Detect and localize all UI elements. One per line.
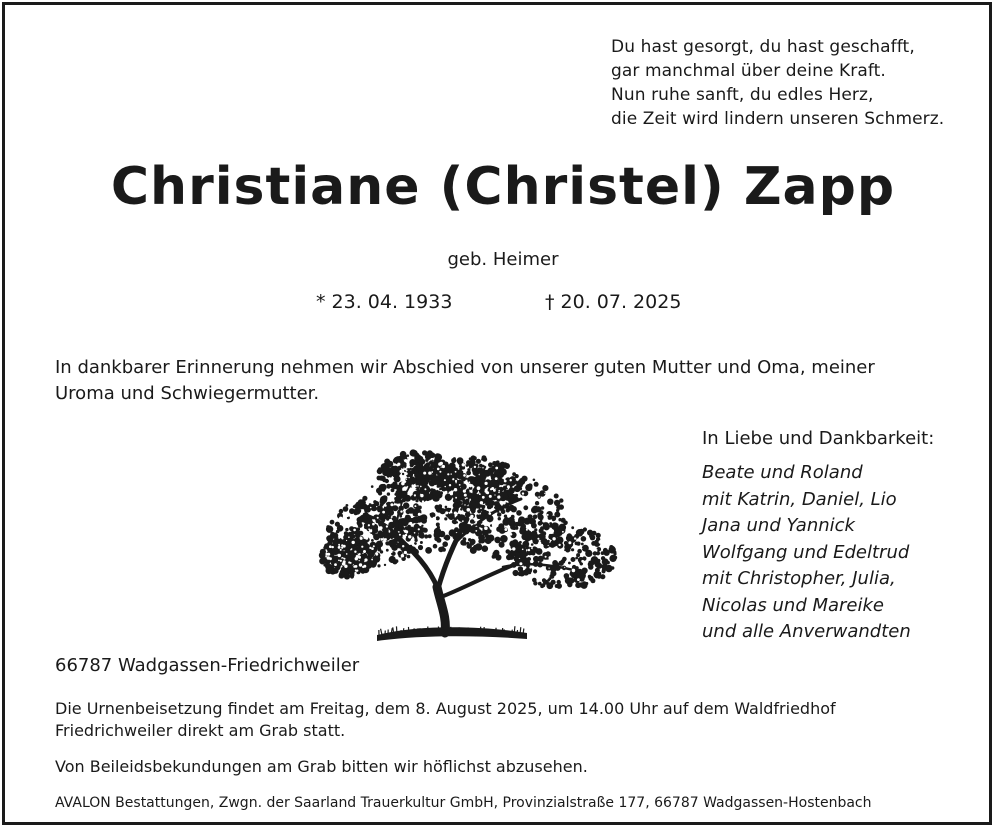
family-name: und alle Anverwandten	[702, 621, 911, 642]
poem-line: Du hast gesorgt, du hast geschafft,	[611, 37, 915, 57]
death-date: † 20. 07. 2025	[545, 291, 682, 313]
burial-line: Friedrichweiler direkt am Grab statt.	[55, 721, 346, 740]
tree-icon	[317, 437, 629, 645]
birth-name: geb. Heimer	[447, 249, 559, 270]
residence: 66787 Wadgassen-Friedrichweiler	[55, 655, 360, 676]
family-name: Beate und Roland	[702, 462, 863, 483]
farewell-line: Uroma und Schwiegermutter.	[55, 383, 320, 404]
birth-date: * 23. 04. 1933	[316, 291, 453, 313]
farewell-text	[55, 355, 965, 407]
burial-info	[55, 698, 965, 742]
poem	[611, 35, 991, 131]
family-name: mit Christopher, Julia,	[702, 568, 896, 589]
family-name: Nicolas und Mareike	[702, 594, 885, 616]
family-name: Wolfgang und Edeltrud	[702, 541, 910, 563]
farewell-line: In dankbarer Erinnerung nehmen wir Abschied von unserer guten Mutter und Oma, meiner	[55, 357, 875, 378]
condolence-note: Von Beileidsbekundungen am Grab bitten wir höflichst abzusehen.	[55, 757, 588, 776]
family-list	[702, 460, 911, 646]
poem-line: Nun ruhe sanft, du edles Herz,	[611, 85, 874, 105]
family-name: mit Katrin, Daniel, Lio	[702, 488, 897, 510]
burial-line: Die Urnenbeisetzung findet am Freitag, dem 8. August 2025, um 14.00 Uhr auf dem Waldfriedhof	[55, 699, 836, 718]
family-heading: In Liebe und Dankbarkeit:	[702, 428, 935, 449]
poem-line: die Zeit wird lindern unseren Schmerz.	[611, 109, 945, 129]
funeral-home: AVALON Bestattungen, Zwgn. der Saarland Trauerkultur GmbH, Provinzialstraße 177, 66787 Wadgassen-Hostenbach	[55, 795, 872, 811]
deceased-name: Christiane (Christel) Zapp	[110, 157, 896, 217]
poem-line: gar manchmal über deine Kraft.	[611, 61, 886, 81]
obituary-notice	[2, 2, 992, 825]
family-name: Jana und Yannick	[702, 515, 855, 536]
